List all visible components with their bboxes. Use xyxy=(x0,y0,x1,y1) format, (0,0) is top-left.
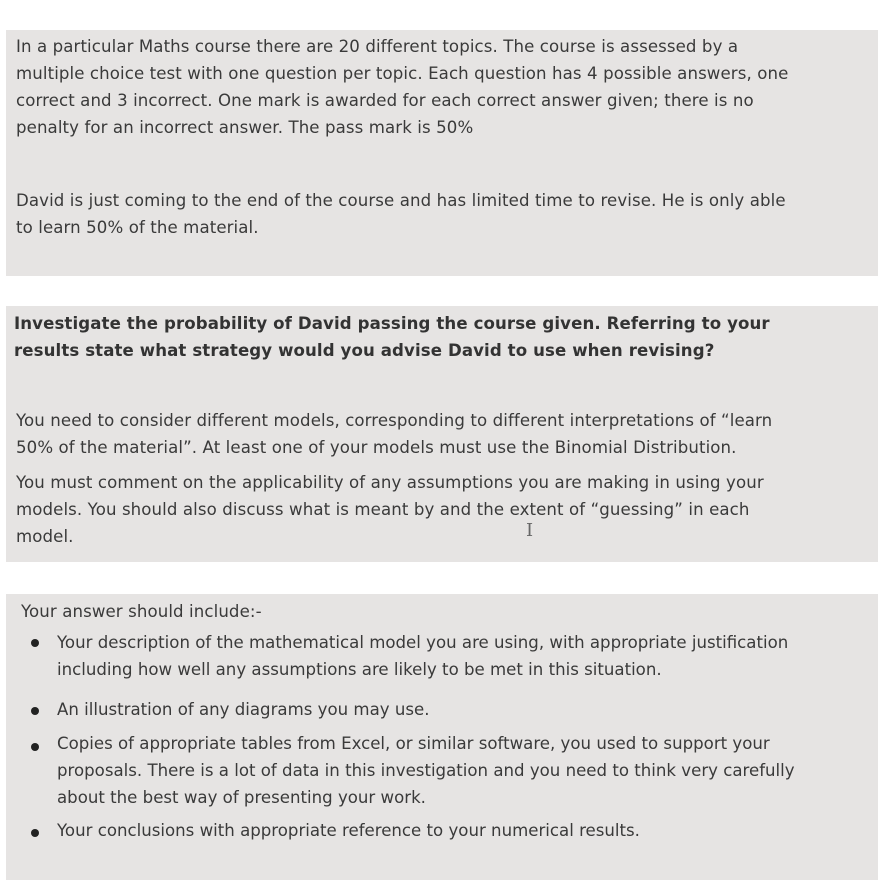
requirements-intro: Your answer should include:- xyxy=(21,602,262,621)
text-line: 50% of the material”. At least one of your models must use the Binomial Distribution. xyxy=(16,438,737,457)
course-description xyxy=(16,33,788,141)
text-line: penalty for an incorrect answer. The pass mark is 50% xyxy=(16,118,474,137)
task-question xyxy=(14,310,770,364)
text-cursor-icon: I xyxy=(526,520,534,541)
text-line: Your description of the mathematical model you are using, with appropriate justification xyxy=(57,633,789,652)
text-line: models. You should also discuss what is meant by and the extent of “guessing” in each xyxy=(16,500,750,519)
bullet-icon xyxy=(31,707,39,715)
text-line: Copies of appropriate tables from Excel, or similar software, you used to support your xyxy=(57,734,770,753)
bullet-icon xyxy=(31,829,39,837)
text-line: David is just coming to the end of the course and has limited time to revise. He is only able xyxy=(16,191,786,210)
text-line: You must comment on the applicability of any assumptions you are making in using your xyxy=(16,473,764,492)
text-line: An illustration of any diagrams you may use. xyxy=(57,700,430,719)
text-line: You need to consider different models, corresponding to different interpretations of “learn xyxy=(16,411,773,430)
text-line: In a particular Maths course there are 20 different topics. The course is assessed by a xyxy=(16,37,739,56)
task-panel xyxy=(6,306,878,562)
text-line: to learn 50% of the material. xyxy=(16,218,259,237)
requirement-item xyxy=(57,730,795,811)
context-panel xyxy=(6,30,878,276)
text-line: including how well any assumptions are likely to be met in this situation. xyxy=(57,660,662,679)
requirement-item xyxy=(57,696,430,723)
models-instruction xyxy=(16,407,772,461)
requirements-panel xyxy=(6,594,878,880)
david-situation xyxy=(16,187,786,241)
text-line: proposals. There is a lot of data in this investigation and you need to think very carefully xyxy=(57,761,795,780)
requirement-item xyxy=(57,817,640,844)
text-line: multiple choice test with one question per topic. Each question has 4 possible answers, one xyxy=(16,64,789,83)
text-line: results state what strategy would you advise David to use when revising? xyxy=(14,341,715,360)
text-line: about the best way of presenting your work. xyxy=(57,788,426,807)
requirement-item xyxy=(57,629,788,683)
text-line: Investigate the probability of David passing the course given. Referring to your xyxy=(14,314,770,333)
assumptions-instruction xyxy=(16,469,764,550)
bullet-icon xyxy=(31,743,39,751)
text-line: model. xyxy=(16,527,74,546)
text-line: correct and 3 incorrect. One mark is awarded for each correct answer given; there is no xyxy=(16,91,754,110)
text-line: Your conclusions with appropriate reference to your numerical results. xyxy=(57,821,640,840)
bullet-icon xyxy=(31,639,39,647)
